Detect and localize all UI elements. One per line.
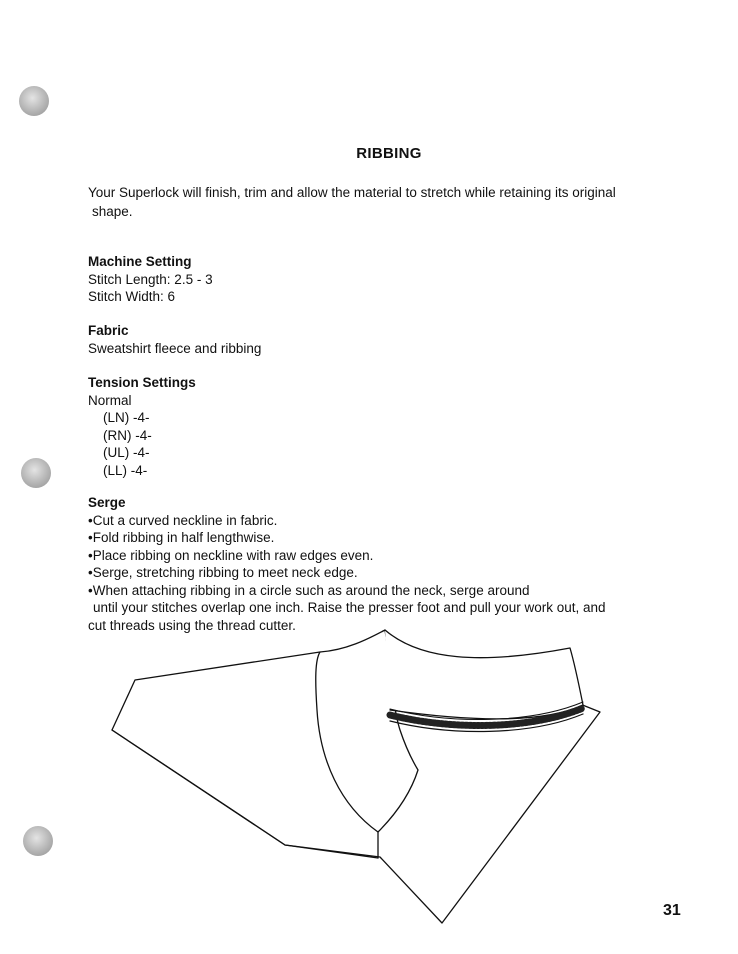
tension-mode: Normal	[88, 392, 132, 408]
tension-section	[88, 374, 196, 479]
intro-line-1: Your Superlock will finish, trim and allow the material to stretch while retaining its original	[88, 185, 616, 200]
fabric-heading: Fabric	[88, 323, 129, 338]
serge-step: •Place ribbing on neckline with raw edges even.	[88, 547, 374, 563]
fabric-section	[88, 322, 261, 357]
tension-item: (LL) -4-	[103, 462, 148, 478]
intro-paragraph	[88, 183, 688, 221]
serge-section	[88, 494, 688, 634]
serge-heading: Serge	[88, 495, 126, 510]
fabric-text: Sweatshirt fleece and ribbing	[88, 340, 262, 356]
page-number: 31	[663, 902, 681, 919]
tension-item: (RN) -4-	[103, 427, 152, 443]
ribbing-illustration	[100, 620, 610, 930]
stitch-length: Stitch Length: 2.5 - 3	[88, 271, 213, 287]
serge-continuation: until your stitches overlap one inch. Raise the presser foot and pull your work out, and	[93, 600, 606, 615]
page-title: RIBBING	[356, 145, 422, 162]
binder-hole-top	[19, 86, 49, 116]
serge-step: •Cut a curved neckline in fabric.	[88, 512, 278, 528]
machine-setting-heading: Machine Setting	[88, 254, 192, 269]
binder-hole-middle	[21, 458, 51, 488]
serge-continuation: cut threads using the thread cutter.	[88, 617, 296, 633]
serge-step: •Serge, stretching ribbing to meet neck edge.	[88, 565, 358, 580]
tension-item: (UL) -4-	[103, 445, 150, 460]
serge-step: •Fold ribbing in half lengthwise.	[88, 530, 275, 545]
binder-hole-bottom	[23, 826, 53, 856]
tension-item: (LN) -4-	[103, 410, 150, 425]
tension-heading: Tension Settings	[88, 375, 196, 390]
stitch-width: Stitch Width: 6	[88, 289, 176, 304]
serge-step: •When attaching ribbing in a circle such as around the neck, serge around	[88, 582, 530, 598]
intro-line-2: shape.	[92, 204, 133, 219]
machine-setting-section	[88, 253, 213, 306]
